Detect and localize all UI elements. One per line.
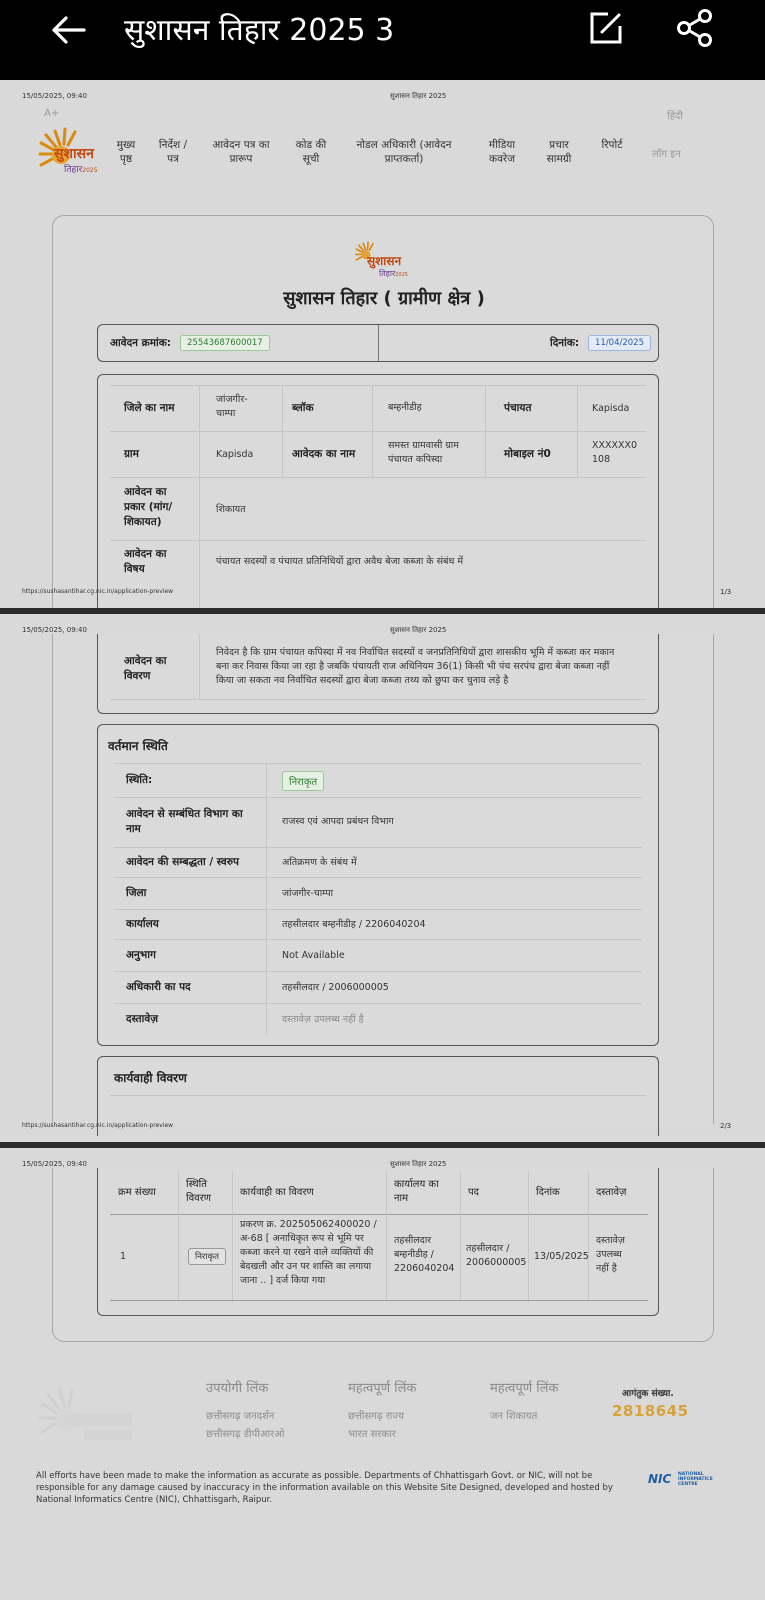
site-logo[interactable]: सुशासन तिहार2025 bbox=[34, 126, 104, 176]
edit-icon[interactable] bbox=[588, 10, 624, 46]
footer-logo bbox=[34, 1384, 138, 1450]
print-datetime: 15/05/2025, 09:40 bbox=[22, 92, 87, 100]
footer-sun-logo-icon bbox=[34, 1384, 138, 1450]
date-badge: 11/04/2025 bbox=[588, 335, 651, 351]
footer-link-cg-state[interactable]: छत्तीसगढ़ राज्य bbox=[348, 1411, 404, 1422]
app-bar bbox=[0, 0, 765, 80]
col-date: दिनांक bbox=[536, 1187, 560, 1198]
footer-link-janadarshan[interactable]: छत्तीसगढ़ जनदर्शन bbox=[206, 1411, 275, 1422]
row-post: तहसीलदार / 2006000005 bbox=[466, 1243, 527, 1268]
status-district-label: जिला bbox=[126, 887, 147, 899]
nav-publicity-material[interactable]: प्रचार सामग्री bbox=[546, 139, 572, 165]
print-header-title: सुशासन तिहार 2025 bbox=[390, 626, 447, 634]
disclaimer-text: All efforts have been made to make the information as accurate as possible. Departments of Chhattisgarh Govt. or NIC, will not be responsible for any damage caused by inaccuracy in the information available on this Website Site Designed, developed and hosted by National Informatics Centre (NIC), Chhattisgarh, Raipur. bbox=[36, 1471, 613, 1505]
row-serial: 1 bbox=[120, 1251, 127, 1262]
footer-link-govt-india[interactable]: भारत सरकार bbox=[348, 1429, 396, 1440]
status-label: स्थिति: bbox=[126, 774, 153, 786]
document-title: सुशासन तिहार 2025 3 bbox=[124, 13, 395, 48]
block-label: ब्लॉक bbox=[292, 402, 314, 414]
mobile-label: मोबाइल नं0 bbox=[504, 448, 551, 460]
status-badge: निराकृत bbox=[282, 771, 324, 791]
application-number-label: आवेदन क्रमांक: bbox=[110, 337, 171, 349]
col-documents: दस्तावेज़ bbox=[596, 1187, 627, 1198]
print-footer-url: https://sushasantihar.cg.nic.in/application-preview bbox=[22, 1122, 174, 1129]
visitor-count: 2818645 bbox=[612, 1402, 689, 1420]
department-label: आवेदन से सम्बंधित विभाग का नाम bbox=[126, 808, 243, 835]
col-serial: क्रम संख्या bbox=[118, 1187, 156, 1198]
subject-label: आवेदन का विषय bbox=[124, 548, 167, 575]
district-value: जांजगीर- चाम्पा bbox=[216, 394, 248, 419]
col-post: पद bbox=[468, 1187, 479, 1198]
date-label: दिनांक: bbox=[550, 337, 580, 349]
office-value: तहसीलदार बम्हनीडीह / 2206040204 bbox=[282, 919, 426, 930]
nature-label: आवेदन की सम्बद्धता / स्वरुप bbox=[126, 856, 239, 868]
logo-subtitle: तिहार2025 bbox=[64, 165, 98, 175]
back-arrow-icon[interactable] bbox=[48, 10, 88, 50]
panchayat-label: पंचायत bbox=[504, 402, 532, 414]
application-number-box bbox=[97, 324, 659, 362]
box-divider bbox=[378, 325, 379, 361]
status-district-value: जांजगीर-चाम्पा bbox=[282, 888, 334, 899]
important-links-heading-2: महत्वपूर्ण लिंक bbox=[490, 1381, 559, 1396]
details-table bbox=[110, 385, 646, 610]
mobile-value: XXXXXX0 108 bbox=[592, 440, 638, 465]
pdf-page-3[interactable] bbox=[0, 1148, 765, 1600]
panchayat-value: Kapisda bbox=[592, 403, 630, 414]
block-value: बम्हनीडीह bbox=[388, 402, 422, 413]
section-value: Not Available bbox=[282, 950, 345, 961]
action-table-box bbox=[97, 1168, 659, 1316]
documents-label: दस्तावेज़ bbox=[126, 1013, 158, 1025]
district-label: जिले का नाम bbox=[124, 402, 175, 414]
action-table bbox=[110, 1172, 648, 1300]
important-links-heading: महत्वपूर्ण लिंक bbox=[348, 1381, 417, 1396]
nature-value: अतिक्रमण के संबंध में bbox=[282, 857, 357, 868]
footer-link-public-grievance[interactable]: जन शिकायत bbox=[490, 1411, 538, 1422]
status-table bbox=[114, 763, 642, 1037]
subject-value: पंचायत सदस्यों व पंचायत प्रतिनिधियों द्वारा अवैध बेजा कब्जा के संबंध में bbox=[216, 556, 464, 567]
application-number-badge: 25543687600017 bbox=[180, 335, 270, 351]
officer-post-value: तहसीलदार / 2006000005 bbox=[282, 982, 389, 993]
row-date: 13/05/2025 bbox=[534, 1251, 589, 1262]
page-number: 1/3 bbox=[720, 588, 732, 596]
form-title: सुशासन तिहार ( ग्रामीण क्षेत्र ) bbox=[283, 288, 485, 309]
print-footer-url: https://sushasantihar.cg.nic.in/application-preview bbox=[22, 588, 174, 595]
nav-media-coverage[interactable]: मीडिया कवरेज bbox=[488, 139, 516, 165]
print-header-title: सुशासन तिहार 2025 bbox=[390, 1160, 447, 1168]
nav-nodal-officer[interactable]: नोडल अधिकारी (आवेदन प्राप्तकर्ता) bbox=[356, 139, 452, 165]
col-status: स्थिति विवरण bbox=[186, 1179, 212, 1204]
nav-application-format[interactable]: आवेदन पत्र का प्रारूप bbox=[212, 139, 270, 165]
applicant-details-box bbox=[97, 374, 659, 610]
nic-logo: NIC NATIONAL INFORMATICS CENTRE bbox=[648, 1472, 713, 1487]
row-status-badge: निराकृत bbox=[188, 1248, 226, 1265]
documents-value: दस्तावेज़ उपलब्ध नहीं है bbox=[282, 1014, 364, 1025]
action-details-box bbox=[97, 1056, 659, 1136]
detail-label: आवेदन का विवरण bbox=[124, 655, 167, 682]
col-action: कार्यवाही का विवरण bbox=[240, 1187, 314, 1198]
card-logo-text: सुशासन bbox=[367, 254, 402, 268]
current-status-box bbox=[97, 724, 659, 1046]
detail-value: निवेदन है कि ग्राम पंचायत कपिस्दा में नव निर्वाचित सदस्यों व जनप्रतिनिधियों द्वारा शासकीय भूमि में कब्जा कर मकान बना कर निवास किया जा रहा है जबकि पंचायती राज अधिनियम 36(1) किसी भी पंच सरपंच द्वारा बेजा कब्जा नहीं किया जा सकता नव निर्वाचित सदस्यों द्वारा बेजा कब्जा तथ्य को छुपा कर चुनाव लड़े है bbox=[216, 647, 615, 686]
login-link[interactable]: लॉग इन bbox=[652, 149, 681, 160]
application-type-value: शिकायत bbox=[216, 504, 246, 515]
application-card bbox=[52, 215, 714, 610]
current-status-heading: वर्तमान स्थिति bbox=[108, 739, 168, 753]
font-size-control[interactable]: A+ bbox=[44, 108, 60, 119]
application-card-cont bbox=[52, 634, 714, 1124]
officer-post-label: अधिकारी का पद bbox=[126, 981, 191, 993]
print-datetime: 15/05/2025, 09:40 bbox=[22, 626, 87, 634]
language-toggle[interactable]: हिंदी bbox=[667, 111, 683, 122]
print-datetime: 15/05/2025, 09:40 bbox=[22, 1160, 87, 1168]
action-details-heading: कार्यवाही विवरण bbox=[114, 1071, 187, 1085]
application-type-label: आवेदन का प्रकार (मांग/ शिकायत) bbox=[124, 486, 173, 528]
row-action-detail: प्रकरण क्र. 202505062400020 / अ-68 [ अनाधिकृत रूप से भूमि पर कब्जा करने या रखने वाले व्यक्तियों की बेदखली और उन पर शास्ति का लगाया जाना .. ] दर्ज किया गया bbox=[240, 1219, 377, 1286]
village-label: ग्राम bbox=[124, 448, 139, 460]
pdf-page-1[interactable] bbox=[0, 80, 765, 610]
pdf-page-2[interactable] bbox=[0, 614, 765, 1144]
nav-report[interactable]: रिपोर्ट bbox=[601, 139, 623, 151]
page-number: 2/3 bbox=[720, 1122, 732, 1130]
applicant-label: आवेदक का नाम bbox=[292, 448, 356, 460]
detail-box bbox=[97, 634, 659, 714]
applicant-value: समस्त ग्रामवासी ग्राम पंचायत कपिस्दा bbox=[388, 440, 459, 465]
nav-home[interactable]: मुख्य पृष्ठ bbox=[116, 139, 136, 165]
section-label: अनुभाग bbox=[126, 949, 156, 961]
footer-link-dpro[interactable]: छत्तीसगढ़ डीपीआरओ bbox=[206, 1429, 285, 1440]
visitor-count-label: आगंतुक संख्या. bbox=[622, 1389, 674, 1399]
col-office: कार्यालय का नाम bbox=[394, 1179, 439, 1204]
application-card-end bbox=[52, 1168, 714, 1342]
office-label: कार्यालय bbox=[126, 918, 159, 930]
share-icon[interactable] bbox=[675, 8, 715, 48]
nav-code-list[interactable]: कोड की सूची bbox=[295, 139, 327, 165]
department-value: राजस्व एवं आपदा प्रबंधन विभाग bbox=[282, 816, 394, 827]
nav-directions[interactable]: निर्देश / पत्र bbox=[158, 139, 188, 165]
village-value: Kapisda bbox=[216, 449, 254, 460]
print-header-title: सुशासन तिहार 2025 bbox=[390, 92, 447, 100]
row-office: तहसीलदार बम्हनीडीह / 2206040204 bbox=[394, 1235, 455, 1274]
useful-links-heading: उपयोगी लिंक bbox=[206, 1381, 269, 1396]
card-logo-subtitle: तिहार2025 bbox=[379, 269, 408, 278]
row-documents: दस्तावेज़ उपलब्ध नहीं है bbox=[596, 1235, 625, 1274]
